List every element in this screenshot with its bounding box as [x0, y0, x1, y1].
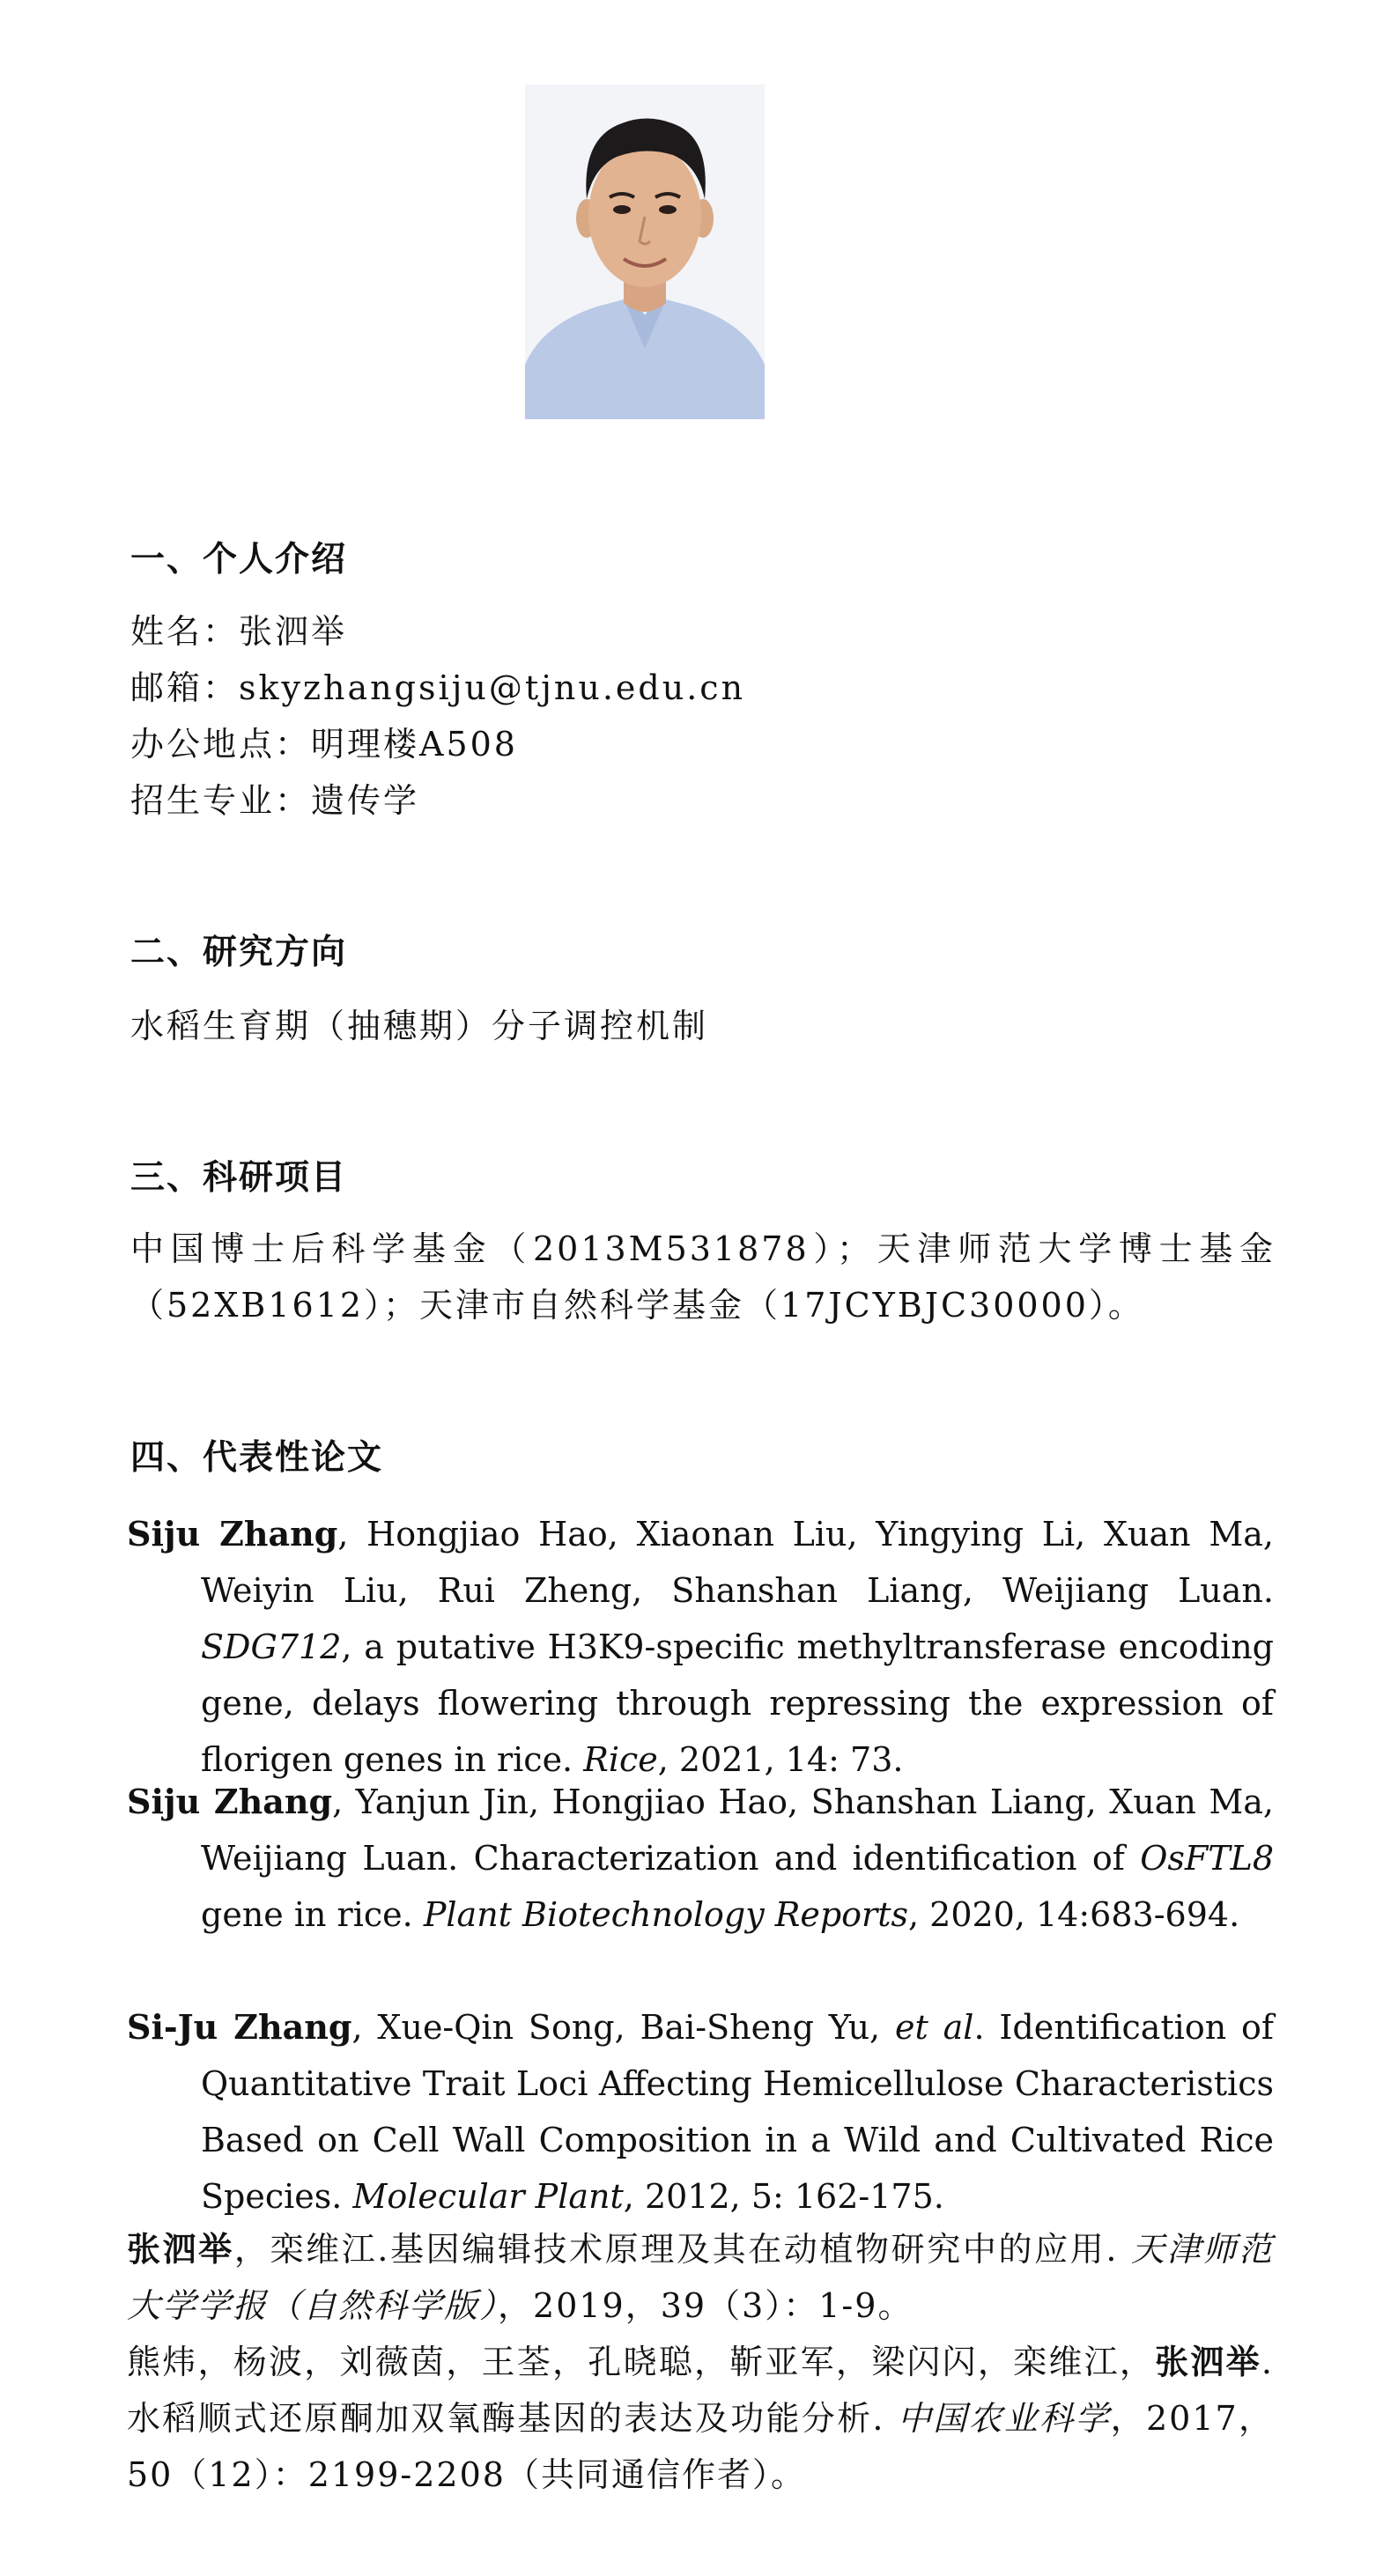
paper-journal: 中国农业科学 — [897, 2399, 1111, 2438]
paper-title: , a putative H3K9-specific methyltransferase encoding gene, delays flowering through repressing the expression of florigen genes in rice. — [201, 1628, 1274, 1779]
paper-etal: et al — [895, 2008, 974, 2047]
paper-journal: Rice — [583, 1740, 658, 1779]
section-heading-research: 二、研究方向 — [130, 932, 348, 972]
paper-journal: 天津师范大学学报（自然科学版） — [127, 2230, 1274, 2325]
paper-authors: , Yanjun Jin, Hongjiao Hao, Shanshan Liang, Xuan Ma, Weijiang Luan. Characterization and identification of — [201, 1783, 1275, 1878]
section-heading-papers: 四、代表性论文 — [130, 1437, 384, 1478]
paper-item-4 — [127, 2221, 1274, 2334]
paper-citation: , 2020, 14:683-694. — [907, 1895, 1240, 1934]
paper-item-2 — [127, 1774, 1274, 1943]
paper-gene: OsFTL8 — [1140, 1839, 1274, 1878]
paper-author-highlight: Si-Ju Zhang — [127, 2007, 352, 2047]
paper-authors: , Hongjiao Hao, Xiaonan Liu, Yingying Li, Xuan Ma, Weiyin Liu, Rui Zheng, Shanshan Liang, Weijiang Luan. — [201, 1515, 1274, 1610]
paper-journal: Plant Biotechnology Reports — [423, 1895, 908, 1934]
projects-text: 中国博士后科学基金（2013M531878）；天津师范大学博士基金（52XB1612）；天津市自然科学基金（17JCYBJC30000）。 — [130, 1229, 1276, 1325]
section-heading-intro: 一、个人介绍 — [130, 539, 348, 579]
email-line: 邮箱：skyzhangsiju@tjnu.edu.cn — [130, 668, 746, 707]
paper-title: . Identification of Quantitative Trait Loci Affecting Hemicellulose Characteristics Based on Cell Wall Composition in a Wild and Cultivated Rice Species. — [201, 2008, 1274, 2216]
paper-authors: ，栾维江.基因编辑技术原理及其在动植物研究中的应用. — [233, 2230, 1132, 2269]
paper-author-highlight: 张泗举 — [1155, 2342, 1261, 2381]
research-text: 水稻生育期（抽穗期）分子调控机制 — [130, 1007, 709, 1045]
paper-item-5 — [127, 2334, 1274, 2503]
paper-author-highlight: 张泗举 — [127, 2229, 234, 2269]
paper-citation: , 2012, 5: 162-175. — [623, 2177, 944, 2216]
paper-author-highlight: Siju Zhang — [127, 1782, 333, 1821]
section-heading-projects: 三、科研项目 — [130, 1157, 348, 1198]
paper-citation: ，2019，39（3）：1-9。 — [498, 2286, 914, 2325]
paper-authors: 熊炜，杨波，刘薇茵，王荃，孔晓聪，靳亚军，梁闪闪，栾维江， — [127, 2343, 1156, 2381]
paper-gene: SDG712 — [201, 1628, 342, 1666]
paper-item-3 — [127, 1999, 1274, 2225]
paper-item-1 — [127, 1506, 1274, 1788]
paper-citation: , 2021, 14: 73. — [657, 1740, 904, 1779]
paper-title: gene in rice. — [201, 1895, 424, 1934]
paper-citation: ，2017，50（12）：2199-2208（共同通信作者）。 — [127, 2399, 1274, 2494]
paper-author-highlight: Siju Zhang — [127, 1514, 338, 1554]
paper-title: .水稻顺式还原酮加双氧酶基因的表达及功能分析. — [127, 2343, 1274, 2438]
office-line: 办公地点：明理楼A508 — [130, 725, 518, 764]
paper-journal: Molecular Plant — [352, 2177, 624, 2216]
major-line: 招生专业：遗传学 — [130, 781, 420, 820]
paper-authors: , Xue-Qin Song, Bai-Sheng Yu, — [351, 2008, 896, 2047]
profile-photo — [525, 85, 765, 419]
name-line: 姓名：张泗举 — [130, 612, 348, 651]
